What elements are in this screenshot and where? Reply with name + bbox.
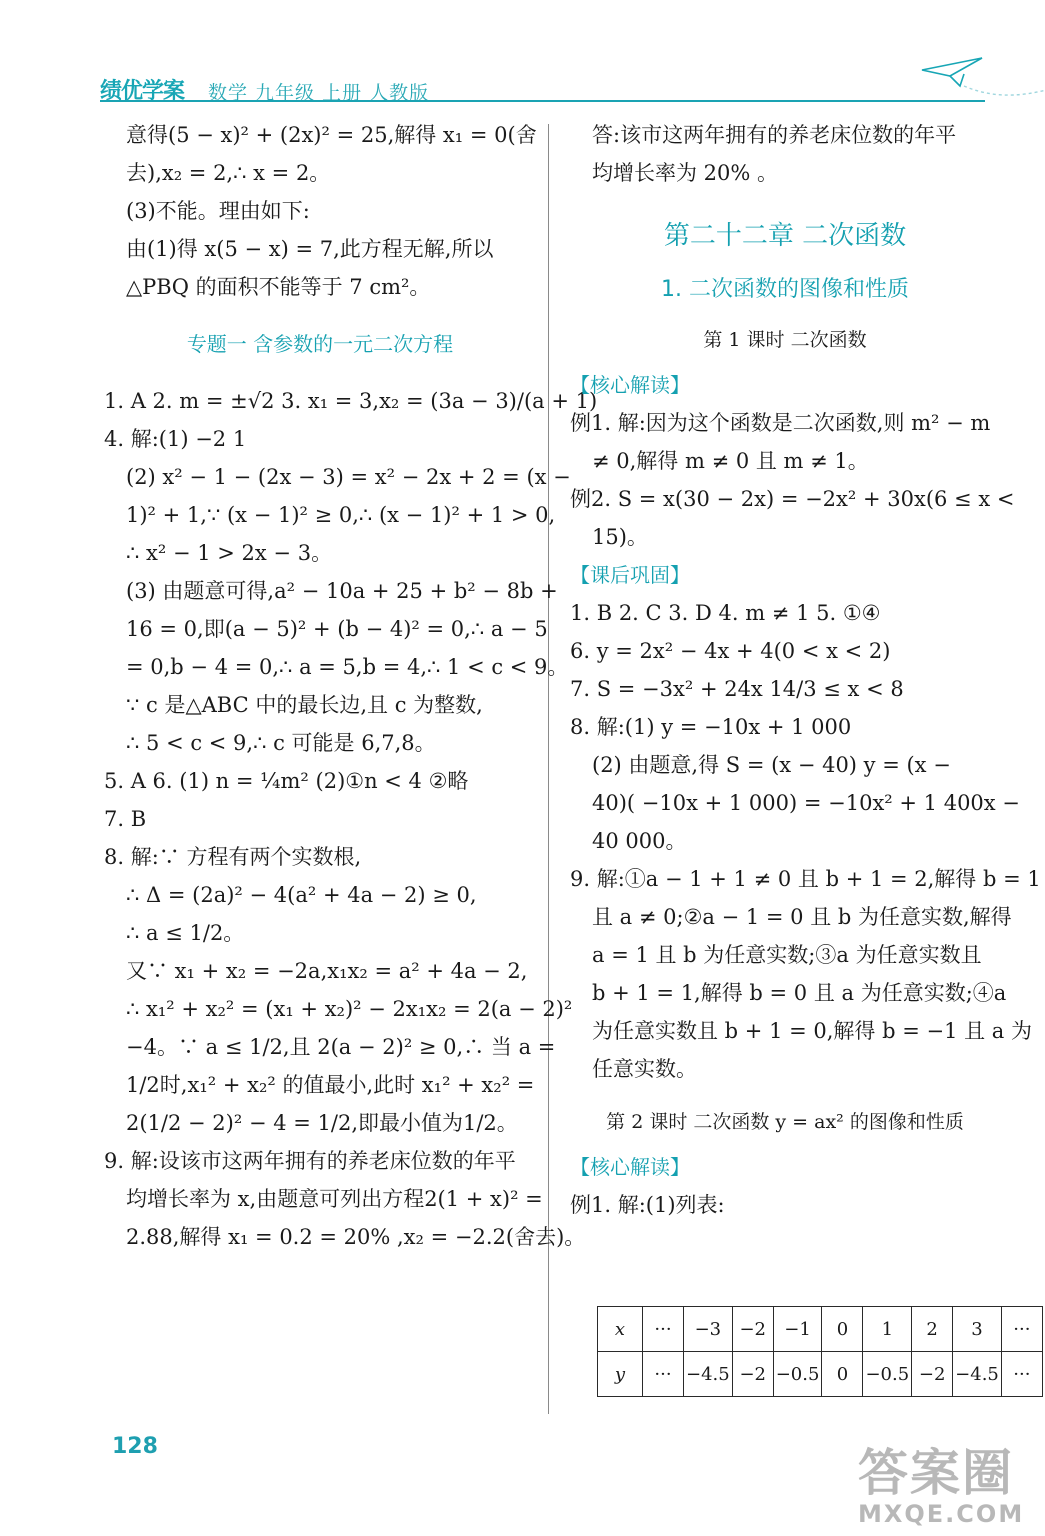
right-column (570, 116, 1041, 1224)
text-line: 均增长率为 20% 。 (592, 161, 779, 185)
text-line: ≠ 0,解得 m ≠ 0 且 m ≠ 1。 (592, 449, 869, 473)
text-line: ∴ Δ = (2a)² − 4(a² + 4a − 2) ≥ 0, (126, 883, 477, 907)
text-line: 又∵ x₁ + x₂ = −2a,x₁x₂ = a² + 4a − 2, (126, 959, 528, 983)
text-line: 去),x₂ = 2,∴ x = 2。 (126, 161, 331, 185)
table-cell: −1 (773, 1307, 822, 1352)
text-line: 1/2时,x₁² + x₂² 的值最小,此时 x₁² + x₂² = (126, 1073, 535, 1097)
text-line: ∴ x² − 1 > 2x − 3。 (126, 541, 333, 565)
text-line: 6. y = 2x² − 4x + 4(0 < x < 2) (570, 639, 891, 663)
text-line: ∴ x₁² + x₂² = (x₁ + x₂)² − 2x₁x₂ = 2(a − 2)² (126, 997, 573, 1021)
text-line: 2(1/2 − 2)² − 4 = 1/2,即最小值为1/2。 (126, 1111, 518, 1135)
text-line: 1. A 2. m = ±√2 3. x₁ = 3,x₂ = (3a − 3)/(a + 1) (104, 389, 598, 413)
table-cell: −2 (732, 1307, 773, 1352)
brand-logo: 绩优学案 (100, 79, 185, 104)
table-cell: 3 (953, 1307, 1002, 1352)
tag-after-class: 【课后巩固】 (570, 563, 690, 587)
text-line: 意得(5 − x)² + (2x)² = 25,解得 x₁ = 0(舍 (126, 123, 537, 147)
tag-core-reading-2: 【核心解读】 (570, 1155, 690, 1179)
text-line: (3) 由题意可得,a² − 10a + 25 + b² − 8b + (126, 579, 558, 603)
paper-plane-icon (920, 56, 1045, 102)
text-line: 任意实数。 (592, 1057, 697, 1081)
text-line: 9. 解:设该市这两年拥有的养老床位数的年平 (104, 1149, 516, 1173)
lesson-2-title: 第 2 课时 二次函数 y = ax² 的图像和性质 (606, 1111, 964, 1133)
tag-core-reading: 【核心解读】 (570, 373, 690, 397)
table-cell: −4.5 (684, 1352, 733, 1397)
section-title: 1. 二次函数的图像和性质 (661, 277, 909, 302)
text-line: △PBQ 的面积不能等于 7 cm²。 (126, 275, 431, 299)
watermark-url: MXQE.COM (858, 1500, 1025, 1528)
text-line: 9. 解:①a − 1 + 1 ≠ 0 且 b + 1 = 2,解得 b = 1 (570, 867, 1041, 891)
text-line: 8. 解:∵ 方程有两个实数根, (104, 845, 362, 869)
watermark-logo (858, 1446, 1034, 1528)
table-cell: 1 (863, 1307, 912, 1352)
table-cell: 2 (912, 1307, 953, 1352)
text-line: (2) 由题意,得 S = (x − 40) y = (x − (592, 753, 951, 777)
table-cell: 0 (822, 1352, 863, 1397)
table-cell: −0.5 (773, 1352, 822, 1397)
table-cell: −0.5 (863, 1352, 912, 1397)
table-cell: ··· (1001, 1352, 1042, 1397)
header-rule (100, 100, 985, 102)
text-line: 1. B 2. C 3. D 4. m ≠ 1 5. ①④ (570, 601, 881, 625)
text-line: 5. A 6. (1) n = ¼m² (2)①n < 4 ②略 (104, 769, 469, 793)
left-column (104, 116, 598, 1256)
table-cell: −2 (912, 1352, 953, 1397)
text-line: ∴ 5 < c < 9,∴ c 可能是 6,7,8。 (126, 731, 436, 755)
text-line: 答:该市这两年拥有的养老床位数的年平 (592, 123, 957, 147)
table-cell: y (598, 1352, 643, 1397)
table-cell: −2 (732, 1352, 773, 1397)
text-line: 且 a ≠ 0;②a − 1 = 0 且 b 为任意实数,解得 (592, 905, 1012, 929)
text-line: 例2. S = x(30 − 2x) = −2x² + 30x(6 ≤ x < (570, 487, 1015, 511)
page-number: 128 (112, 1434, 158, 1459)
text-line: a = 1 且 b 为任意实数;③a 为任意实数且 (592, 943, 982, 967)
text-line: 1)² + 1,∵ (x − 1)² ≥ 0,∴ (x − 1)² + 1 > 0, (126, 503, 556, 527)
example-table-intro: 例1. 解:(1)列表: (570, 1193, 725, 1217)
table-cell: 0 (822, 1307, 863, 1352)
table-row (598, 1352, 1043, 1397)
text-line: 2.88,解得 x₁ = 0.2 = 20% ,x₂ = −2.2(舍去)。 (126, 1225, 586, 1249)
text-line: (3)不能。理由如下: (126, 199, 310, 223)
chapter-title: 第二十二章 二次函数 (663, 221, 907, 251)
text-line: 8. 解:(1) y = −10x + 1 000 (570, 715, 852, 739)
left-section-title: 专题一 含参数的一元二次方程 (186, 332, 454, 356)
table-cell: x (598, 1307, 643, 1352)
text-line: 16 = 0,即(a − 5)² + (b − 4)² = 0,∴ a − 5 (126, 617, 548, 641)
page-header (100, 70, 990, 104)
table-cell: −3 (684, 1307, 733, 1352)
text-line: 40 000。 (592, 829, 687, 853)
text-line: 7. B (104, 807, 147, 831)
text-line: ∵ c 是△ABC 中的最长边,且 c 为整数, (126, 693, 483, 717)
text-line: 均增长率为 x,由题意可列出方程2(1 + x)² = (126, 1187, 543, 1211)
table-cell: ··· (1001, 1307, 1042, 1352)
watermark-text: 答案圈 (858, 1444, 1014, 1502)
table-cell: −4.5 (953, 1352, 1002, 1397)
text-line: 40)( −10x + 1 000) = −10x² + 1 400x − (592, 791, 1020, 815)
text-line: 为任意实数且 b + 1 = 0,解得 b = −1 且 a 为 (592, 1019, 1032, 1043)
text-line: 4. 解:(1) −2 1 (104, 427, 247, 451)
value-table (597, 1306, 1043, 1397)
text-line: b + 1 = 1,解得 b = 0 且 a 为任意实数;④a (592, 981, 1007, 1005)
text-line: = 0,b − 4 = 0,∴ a = 5,b = 4,∴ 1 < c < 9。 (126, 655, 569, 679)
text-line: 15)。 (592, 525, 648, 549)
text-line: 7. S = −3x² + 24x 14/3 ≤ x < 8 (570, 677, 904, 701)
table-row (598, 1307, 1043, 1352)
lesson-1-title: 第 1 课时 二次函数 (703, 329, 867, 351)
table-cell: ··· (643, 1352, 684, 1397)
text-line: ∴ a ≤ 1/2。 (126, 921, 245, 945)
text-line: 例1. 解:因为这个函数是二次函数,则 m² − m (570, 411, 991, 435)
text-line: (2) x² − 1 − (2x − 3) = x² − 2x + 2 = (x − (126, 465, 571, 489)
text-line: 由(1)得 x(5 − x) = 7,此方程无解,所以 (126, 237, 494, 261)
table-cell: ··· (643, 1307, 684, 1352)
text-line: −4。∵ a ≤ 1/2,且 2(a − 2)² ≥ 0,∴ 当 a = (126, 1035, 556, 1059)
header-subject: 数学 九年级 上册 人教版 (208, 82, 430, 104)
